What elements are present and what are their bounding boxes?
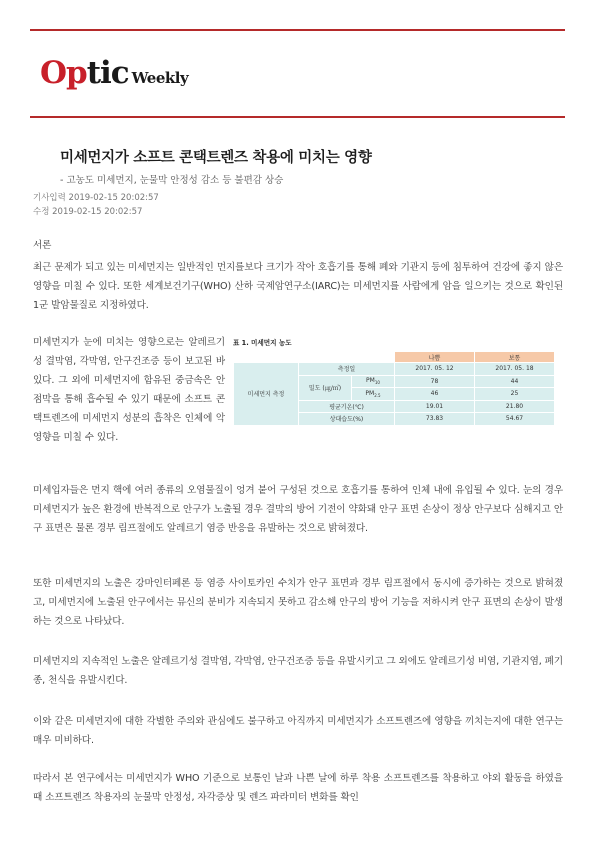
data-table — [233, 351, 555, 426]
table-cell: 상대습도(%) — [299, 413, 395, 426]
logo-subtitle: Weekly — [131, 69, 189, 87]
top-rule — [30, 29, 565, 31]
header-rule — [30, 116, 565, 118]
table-cell: 19.01 — [395, 400, 475, 413]
table-cell: 2017. 05. 18 — [475, 363, 555, 376]
table-group-label: 미세먼지 측정 — [234, 363, 299, 426]
table-cell: 54.67 — [475, 413, 555, 426]
table-cell: 25 — [475, 388, 555, 401]
table-cell: 78 — [395, 375, 475, 388]
table-header-bad: 나쁨 — [395, 352, 475, 363]
article-input-date: 기사입력 2019-02-15 20:02:57 — [33, 193, 159, 203]
table-header-blank — [234, 352, 395, 363]
table-fine-dust-concentration — [233, 337, 555, 426]
article-subtitle: - 고농도 미세먼지, 눈물막 안정성 감소 등 불편감 상승 — [60, 175, 284, 186]
table-cell: 21.80 — [475, 400, 555, 413]
table-cell: 73.83 — [395, 413, 475, 426]
paragraph-4: 또한 미세먼지의 노출은 강마인터페론 등 염증 사이토카인 수치가 안구 표면과 경부 림프절에서 동시에 증가하는 것으로 밝혀졌고, 미세먼지에 노출된 안구에서는 뮤신의 분비가 지속되지 못하고 감소해 안구의 방어 기능을 저하시켜 안구 표면의 손상이 발생하는 것으로 나타났다. — [33, 578, 563, 627]
table-cell: 밀도 (㎍/㎥) — [299, 375, 352, 400]
table-row — [234, 363, 555, 376]
optic-weekly-logo[interactable] — [40, 48, 189, 91]
table-cell: 2017. 05. 12 — [395, 363, 475, 376]
table-cell: 46 — [395, 388, 475, 401]
article-modified-date: 수정 2019-02-15 20:02:57 — [33, 207, 143, 217]
paragraph-5: 미세먼지의 지속적인 노출은 알레르기성 결막염, 각막염, 안구건조증 등을 유발시키고 그 외에도 알레르기성 비염, 기관지염, 폐기종, 천식을 유발시킨다. — [33, 656, 563, 686]
table-cell: 측정일 — [299, 363, 395, 376]
paragraph-6: 이와 같은 미세먼지에 대한 각별한 주의와 관심에도 불구하고 아직까지 미세먼지가 소프트렌즈에 영향을 끼치는지에 대한 연구는 매우 미비하다. — [33, 716, 563, 746]
paragraph-3: 미세입자들은 먼지 핵에 여러 종류의 오염물질이 엉겨 붙어 구성된 것으로 호흡기를 통하여 인체 내에 유입될 수 있다. 눈의 경우 미세먼지가 높은 환경에 반복적으로 안구가 노출될 경우 결막의 방어 기전이 약화돼 안구 표면 손상이 정상 안구보다 심해지고 안구 표면은 물론 경부 림프절에도 알레르기 염증 반응을 유발하는 것으로 밝혀졌다. — [33, 485, 563, 534]
section-heading-intro: 서론 — [33, 240, 52, 251]
table-title: 표 1. 미세먼지 농도 — [233, 339, 292, 347]
paragraph-2: 미세먼지가 눈에 미치는 영향으로는 알레르기성 결막염, 각막염, 안구건조증 등이 보고된 바 있다. 그 외에 미세먼지에 함유된 중금속은 안점막을 통해 흡수될 수 있기 때문에 소프트 콘택트렌즈에 미세먼지 성분의 흡착은 인체에 악영향을 미칠 수 있다. — [33, 337, 225, 443]
logo-wordmark: Optic — [40, 55, 129, 91]
table-cell: 평균기온(℃) — [299, 400, 395, 413]
article-title: 미세먼지가 소프트 콘택트렌즈 착용에 미치는 영향 — [60, 150, 372, 166]
table-header-normal: 보통 — [475, 352, 555, 363]
table-cell: 44 — [475, 375, 555, 388]
table-cell: $PM_{10}$ — [352, 375, 395, 388]
paragraph-7: 따라서 본 연구에서는 미세먼지가 WHO 기준으로 보통인 날과 나쁜 날에 하루 착용 소프트렌즈를 착용하고 야외 활동을 하였을 때 소프트렌즈 착용자의 눈물막 안정성, 자각증상 및 렌즈 파라미터 변화를 확인 — [33, 773, 563, 803]
paragraph-1: 최근 문제가 되고 있는 미세먼지는 일반적인 먼지를보다 크기가 작아 호흡기를 통해 폐와 기관지 등에 침투하여 건강에 좋지 않은 영향을 미칠 수 있다. 또한 세계보건기구(WHO) 산하 국제암연구소(IARC)는 미세먼지를 사람에게 암을 일으키는 것으로 확인된 1군 발암물질로 지정하였다. — [33, 262, 563, 311]
table-cell: $PM_{2.5}$ — [352, 388, 395, 401]
